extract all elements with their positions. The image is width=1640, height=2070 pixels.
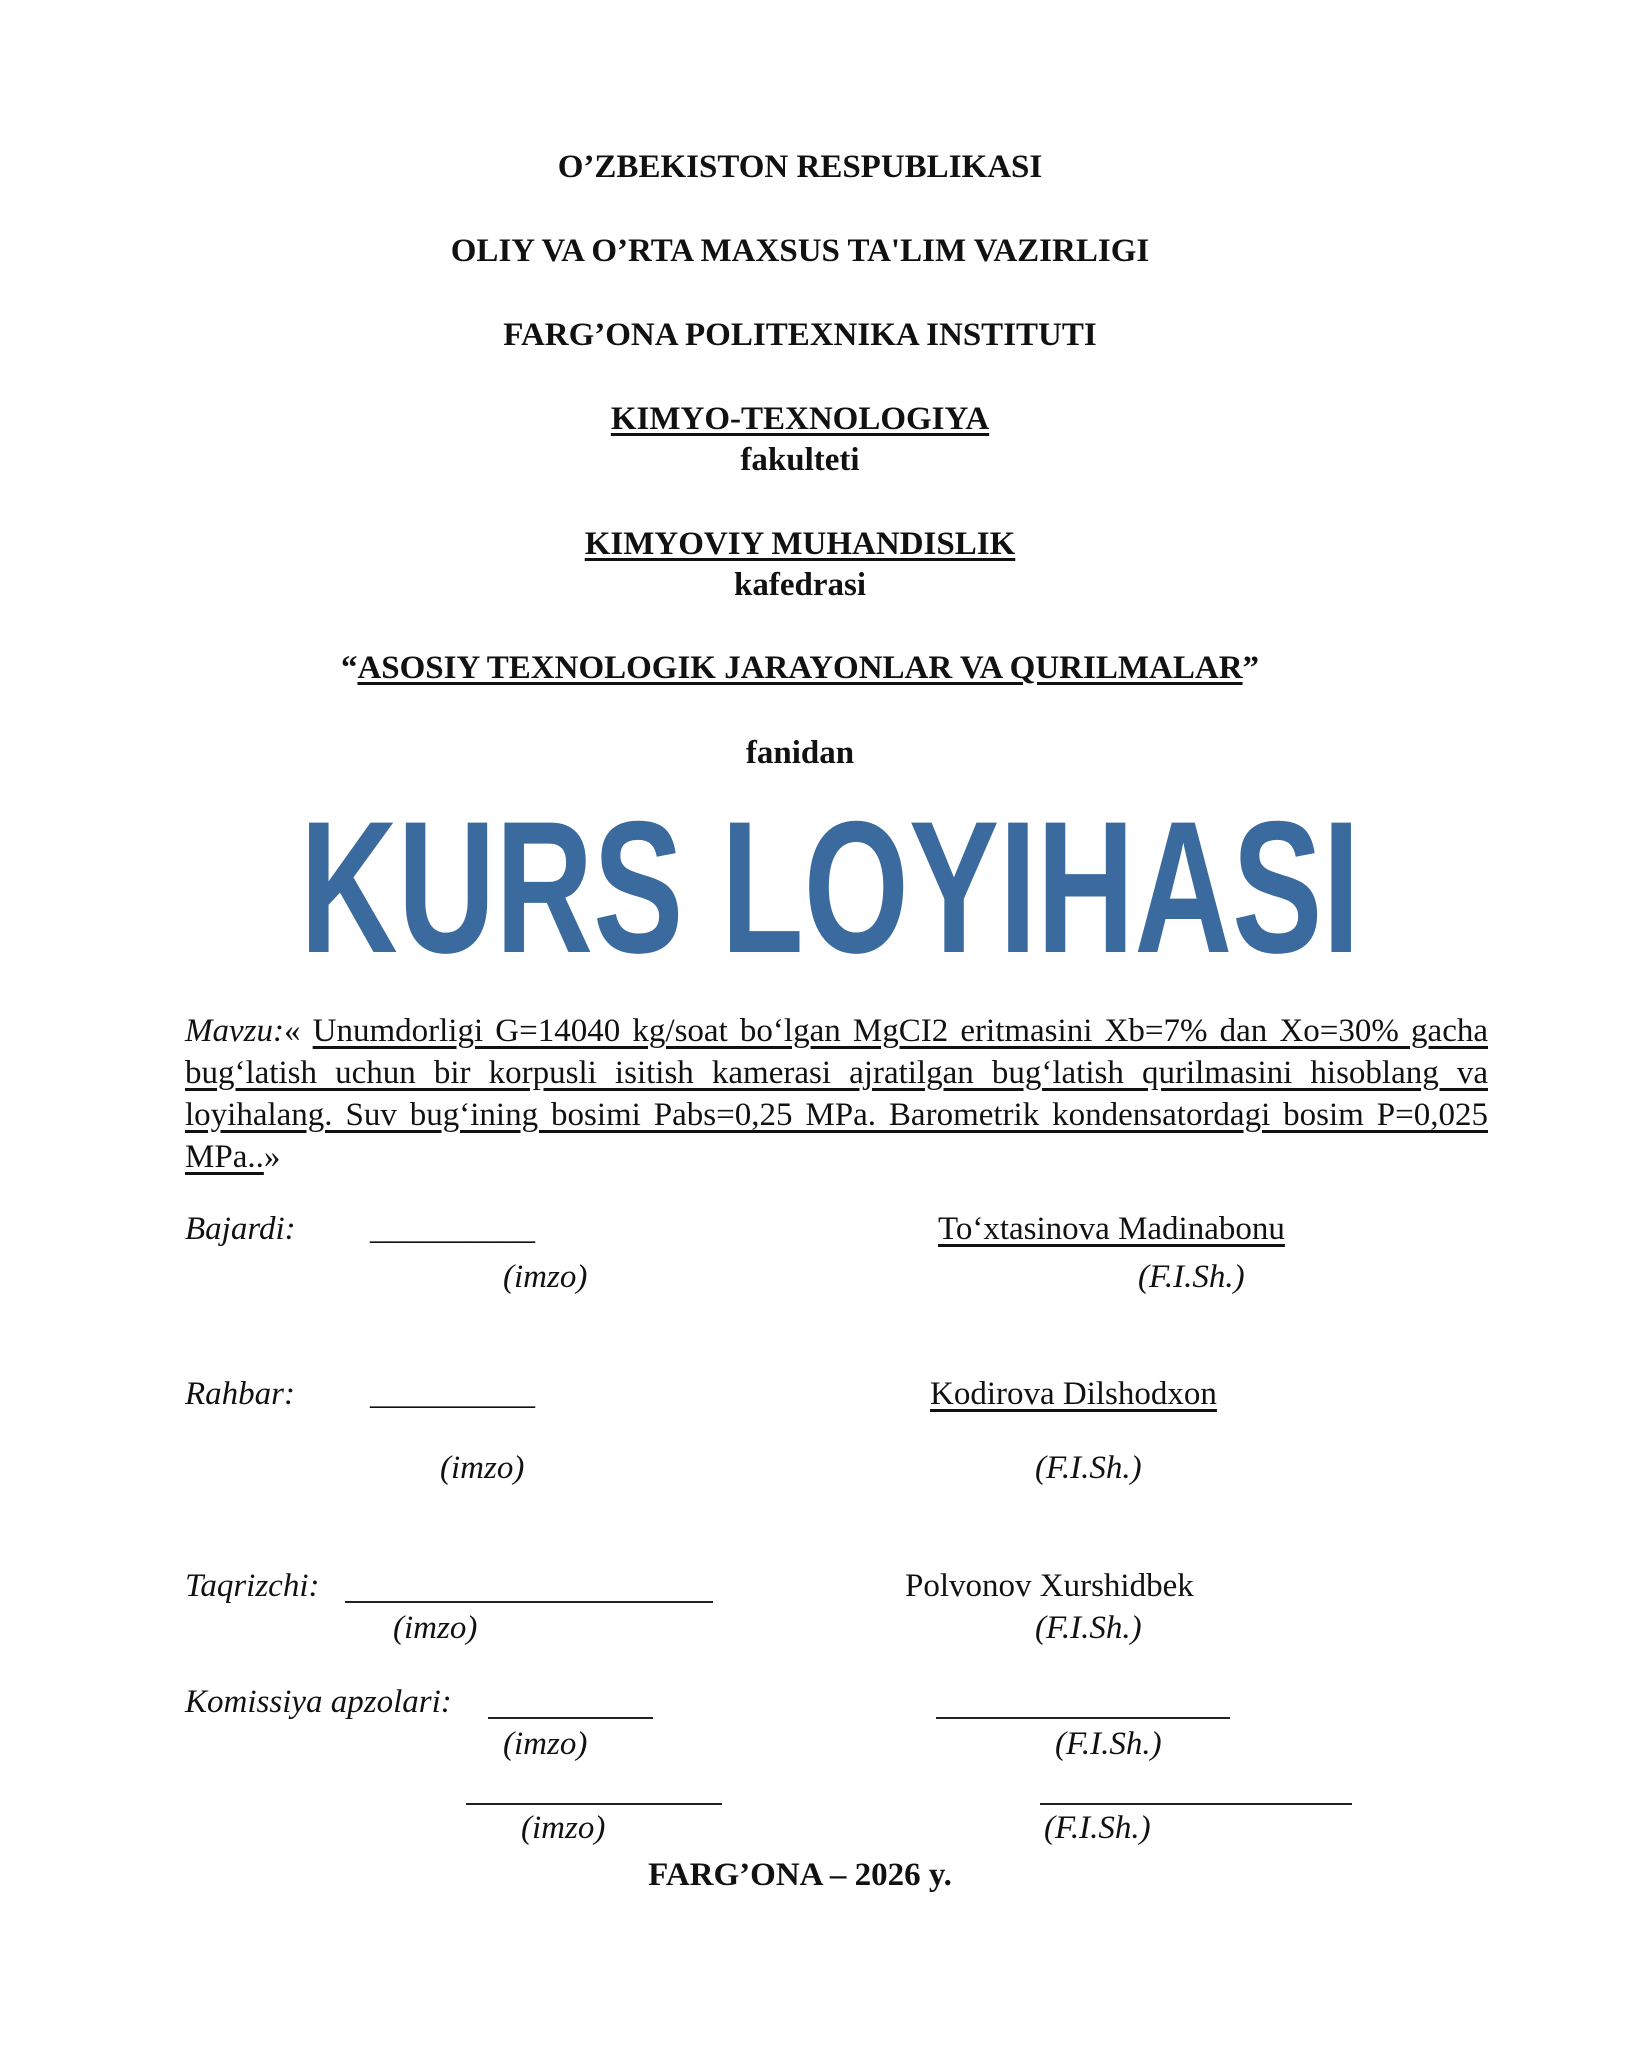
subject-close-quote: ” (1242, 650, 1260, 686)
topic-close-quote: » (263, 1139, 281, 1175)
subject-name: ASOSIY TEXNOLOGIK JARAYONLAR VA QURILMALAR (357, 650, 1243, 686)
komissiya-imzo-caption-1: (imzo) (503, 1726, 588, 1762)
bajardi-fish-caption: (F.I.Sh.) (1138, 1259, 1245, 1295)
subject-heading (0, 648, 1640, 688)
bajardi-name: To‘xtasinova Madinabonu (938, 1211, 1285, 1247)
taqrizchi-imzo-caption: (imzo) (393, 1610, 478, 1646)
rahbar-label: Rahbar: (185, 1376, 295, 1412)
city-year-footer: FARG’ONA – 2026 y. (648, 1857, 952, 1893)
komissiya-label: Komissiya apzolari: (185, 1684, 452, 1720)
subject-label: fanidan (745, 735, 855, 771)
komissiya-fish-caption-2: (F.I.Sh.) (1044, 1810, 1151, 1846)
bajardi-label: Bajardi: (185, 1211, 296, 1247)
bajardi-signature-blank: __________ (370, 1211, 535, 1247)
rahbar-signature-blank: __________ (370, 1376, 535, 1412)
faculty-heading (0, 399, 1640, 439)
rahbar-imzo-caption: (imzo) (440, 1450, 525, 1486)
topic-label: Mavzu: (185, 1013, 284, 1049)
komissiya-signature-line-1 (488, 1717, 653, 1719)
department-name: KIMYOVIY MUHANDISLIK (584, 526, 1016, 562)
faculty-label: fakulteti (740, 442, 860, 478)
institute-heading: FARG’ONA POLITEXNIKA INSTITUTI (503, 317, 1097, 353)
taqrizchi-label: Taqrizchi: (185, 1568, 320, 1604)
komissiya-name-line-2 (1040, 1803, 1352, 1805)
subject-open-quote: “ (340, 650, 358, 686)
komissiya-name-line-1 (936, 1717, 1230, 1719)
komissiya-imzo-caption-2: (imzo) (521, 1810, 606, 1846)
department-label: kafedrasi (734, 567, 866, 603)
course-project-title-text: KURS LOYIHASI (300, 782, 1360, 992)
course-project-title-art (240, 782, 1420, 992)
faculty-name: KIMYO-TEXNOLOGIYA (610, 401, 990, 437)
rahbar-name: Kodirova Dilshodxon (930, 1376, 1217, 1412)
taqrizchi-name: Polvonov Xurshidbek (905, 1568, 1194, 1604)
course-project-title (240, 782, 1420, 992)
topic-open-quote: « (283, 1013, 313, 1049)
department-heading (0, 524, 1640, 564)
topic-text: Unumdorligi G=14040 kg/soat bo‘lgan MgCI2 eritmasini Xb=7% dan Xo=30% gacha bug‘latish uchun bir korpusli isitish kamerasi ajratilgan bug‘latish qurilmasini hisoblang va loyihalang. Suv bug‘ining bosimi Pabs=0,25 MPa. Barometrik kondensatordagi bosim P=0,025 MPa.. (185, 1013, 1488, 1175)
ministry-heading: OLIY VA O’RTA MAXSUS TA'LIM VAZIRLIGI (450, 233, 1150, 269)
komissiya-fish-caption-1: (F.I.Sh.) (1055, 1726, 1162, 1762)
republic-heading: O’ZBEKISTON RESPUBLIKASI (557, 149, 1043, 185)
rahbar-fish-caption: (F.I.Sh.) (1035, 1450, 1142, 1486)
taqrizchi-signature-line (345, 1601, 713, 1603)
komissiya-signature-line-2 (466, 1803, 722, 1805)
taqrizchi-fish-caption: (F.I.Sh.) (1035, 1610, 1142, 1646)
topic-paragraph (185, 1010, 1488, 1178)
bajardi-imzo-caption: (imzo) (503, 1259, 588, 1295)
